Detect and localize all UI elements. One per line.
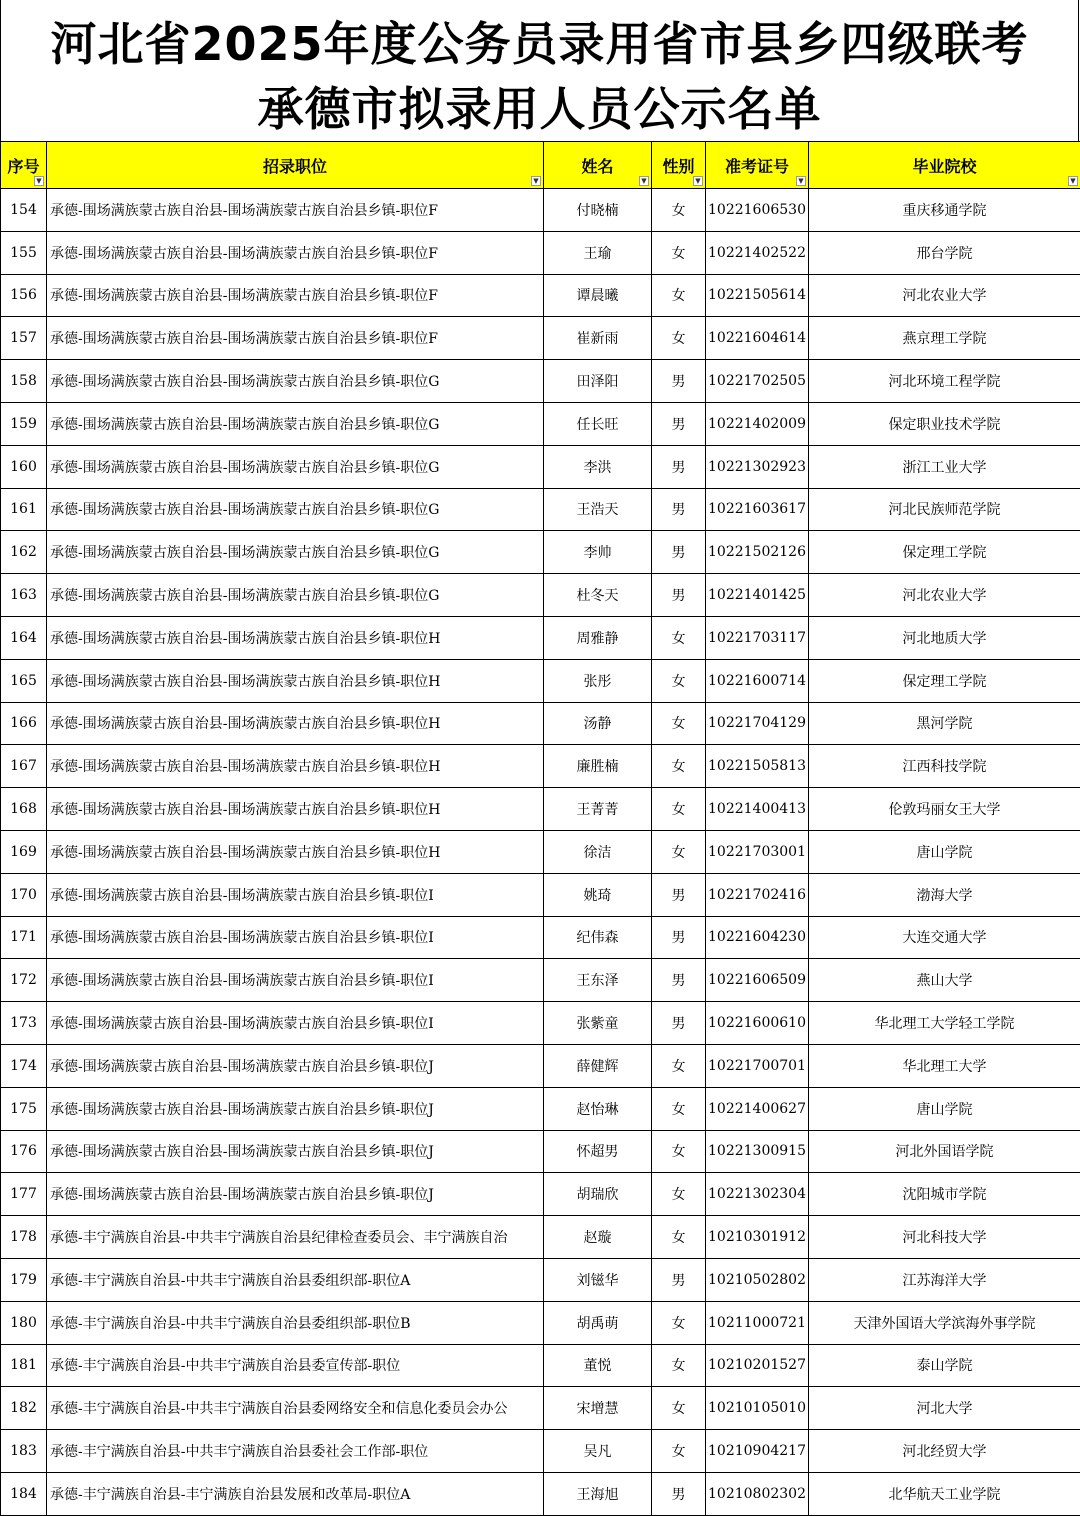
cell-name: 胡瑞欣 [544, 1173, 652, 1216]
dropdown-filter-icon[interactable]: ▼ [639, 176, 649, 186]
cell-exam-id: 10221700701 [706, 1044, 809, 1087]
cell-school: 河北外国语学院 [809, 1130, 1080, 1173]
cell-gender: 女 [652, 702, 706, 745]
cell-exam-id: 10211000721 [706, 1301, 809, 1344]
cell-position: 承德-围场满族蒙古族自治县-围场满族蒙古族自治县乡镇-职位I [47, 959, 544, 1002]
table-row [1, 402, 1080, 445]
cell-exam-id: 10221606509 [706, 959, 809, 1002]
cell-exam-id: 10221703001 [706, 830, 809, 873]
cell-position: 承德-围场满族蒙古族自治县-围场满族蒙古族自治县乡镇-职位J [47, 1087, 544, 1130]
page-title: 河北省2025年度公务员录用省市县乡四级联考 [1, 16, 1078, 72]
cell-seq: 160 [1, 445, 47, 488]
header-seq: 序号 ▼ [1, 142, 47, 189]
cell-gender: 男 [652, 916, 706, 959]
cell-school: 河北科技大学 [809, 1216, 1080, 1259]
cell-position: 承德-围场满族蒙古族自治县-围场满族蒙古族自治县乡镇-职位J [47, 1173, 544, 1216]
cell-name: 任长旺 [544, 402, 652, 445]
cell-exam-id: 10221302923 [706, 445, 809, 488]
cell-gender: 女 [652, 830, 706, 873]
table-row [1, 1216, 1080, 1259]
cell-exam-id: 10221502126 [706, 531, 809, 574]
cell-gender: 女 [652, 1044, 706, 1087]
cell-exam-id: 10210502802 [706, 1258, 809, 1301]
cell-position: 承德-围场满族蒙古族自治县-围场满族蒙古族自治县乡镇-职位G [47, 445, 544, 488]
cell-exam-id: 10221604614 [706, 317, 809, 360]
cell-exam-id: 10221300915 [706, 1130, 809, 1173]
cell-exam-id: 10221604230 [706, 916, 809, 959]
cell-exam-id: 10221600610 [706, 1002, 809, 1045]
cell-gender: 男 [652, 1472, 706, 1515]
cell-school: 大连交通大学 [809, 916, 1080, 959]
table-row [1, 1430, 1080, 1473]
cell-name: 田泽阳 [544, 360, 652, 403]
cell-seq: 178 [1, 1216, 47, 1259]
cell-name: 宋增慧 [544, 1387, 652, 1430]
table-row [1, 616, 1080, 659]
cell-gender: 女 [652, 231, 706, 274]
table-row [1, 1344, 1080, 1387]
cell-name: 汤静 [544, 702, 652, 745]
cell-seq: 156 [1, 274, 47, 317]
table-row [1, 1130, 1080, 1173]
cell-gender: 女 [652, 189, 706, 232]
cell-school: 河北农业大学 [809, 574, 1080, 617]
cell-name: 廉胜楠 [544, 745, 652, 788]
cell-gender: 男 [652, 445, 706, 488]
cell-name: 李洪 [544, 445, 652, 488]
table-row [1, 788, 1080, 831]
cell-exam-id: 10221400627 [706, 1087, 809, 1130]
cell-exam-id: 10210802302 [706, 1472, 809, 1515]
cell-name: 崔新雨 [544, 317, 652, 360]
cell-position: 承德-丰宁满族自治县-中共丰宁满族自治县委组织部-职位B [47, 1301, 544, 1344]
cell-school: 江苏海洋大学 [809, 1258, 1080, 1301]
cell-name: 刘镃华 [544, 1258, 652, 1301]
cell-seq: 163 [1, 574, 47, 617]
cell-seq: 155 [1, 231, 47, 274]
cell-exam-id: 10221600714 [706, 659, 809, 702]
cell-name: 赵怡琳 [544, 1087, 652, 1130]
cell-name: 王海旭 [544, 1472, 652, 1515]
cell-seq: 164 [1, 616, 47, 659]
header-school: 毕业院校 ▼ [809, 142, 1080, 189]
cell-gender: 女 [652, 788, 706, 831]
table-row [1, 1002, 1080, 1045]
table-row [1, 702, 1080, 745]
cell-exam-id: 10210904217 [706, 1430, 809, 1473]
title-block [0, 0, 1079, 141]
cell-name: 杜冬天 [544, 574, 652, 617]
cell-gender: 男 [652, 402, 706, 445]
cell-name: 王瑜 [544, 231, 652, 274]
page-subtitle: 承德市拟录用人员公示名单 [1, 81, 1078, 137]
cell-position: 承德-围场满族蒙古族自治县-围场满族蒙古族自治县乡镇-职位F [47, 231, 544, 274]
cell-name: 姚琦 [544, 873, 652, 916]
cell-seq: 181 [1, 1344, 47, 1387]
cell-seq: 177 [1, 1173, 47, 1216]
cell-position: 承德-围场满族蒙古族自治县-围场满族蒙古族自治县乡镇-职位F [47, 317, 544, 360]
table-row [1, 317, 1080, 360]
cell-gender: 女 [652, 274, 706, 317]
table-row [1, 745, 1080, 788]
table-row [1, 959, 1080, 1002]
cell-name: 李帅 [544, 531, 652, 574]
table-row [1, 189, 1080, 232]
table-row [1, 873, 1080, 916]
cell-seq: 172 [1, 959, 47, 1002]
cell-school: 北华航天工业学院 [809, 1472, 1080, 1515]
cell-seq: 161 [1, 488, 47, 531]
cell-school: 邢台学院 [809, 231, 1080, 274]
cell-position: 承德-围场满族蒙古族自治县-围场满族蒙古族自治县乡镇-职位G [47, 360, 544, 403]
table-row [1, 488, 1080, 531]
table-row [1, 659, 1080, 702]
cell-position: 承德-围场满族蒙古族自治县-围场满族蒙古族自治县乡镇-职位F [47, 274, 544, 317]
cell-name: 付晓楠 [544, 189, 652, 232]
cell-exam-id: 10221702505 [706, 360, 809, 403]
cell-school: 保定理工学院 [809, 659, 1080, 702]
cell-seq: 168 [1, 788, 47, 831]
cell-school: 河北地质大学 [809, 616, 1080, 659]
cell-position: 承德-围场满族蒙古族自治县-围场满族蒙古族自治县乡镇-职位I [47, 1002, 544, 1045]
table-row [1, 1258, 1080, 1301]
cell-name: 谭晨曦 [544, 274, 652, 317]
table-header-row [1, 142, 1080, 189]
cell-exam-id: 10221401425 [706, 574, 809, 617]
cell-exam-id: 10221402522 [706, 231, 809, 274]
table-row [1, 1472, 1080, 1515]
table-row [1, 231, 1080, 274]
cell-exam-id: 10221505813 [706, 745, 809, 788]
cell-exam-id: 10221702416 [706, 873, 809, 916]
table-row [1, 1173, 1080, 1216]
cell-gender: 男 [652, 574, 706, 617]
table-row [1, 916, 1080, 959]
cell-school: 河北环境工程学院 [809, 360, 1080, 403]
cell-name: 周雅静 [544, 616, 652, 659]
cell-exam-id: 10221703117 [706, 616, 809, 659]
cell-name: 董悦 [544, 1344, 652, 1387]
cell-school: 华北理工大学 [809, 1044, 1080, 1087]
cell-seq: 174 [1, 1044, 47, 1087]
cell-name: 胡禹萌 [544, 1301, 652, 1344]
cell-school: 黑河学院 [809, 702, 1080, 745]
dropdown-filter-icon[interactable]: ▼ [693, 176, 703, 186]
cell-name: 吴凡 [544, 1430, 652, 1473]
header-gender: 性别 ▼ [652, 142, 706, 189]
table-row [1, 1301, 1080, 1344]
header-position: 招录职位 ▼ [47, 142, 544, 189]
cell-gender: 女 [652, 1344, 706, 1387]
cell-seq: 182 [1, 1387, 47, 1430]
cell-gender: 女 [652, 1216, 706, 1259]
cell-seq: 158 [1, 360, 47, 403]
cell-seq: 179 [1, 1258, 47, 1301]
cell-school: 重庆移通学院 [809, 189, 1080, 232]
cell-name: 王东泽 [544, 959, 652, 1002]
cell-name: 张紫童 [544, 1002, 652, 1045]
cell-position: 承德-围场满族蒙古族自治县-围场满族蒙古族自治县乡镇-职位H [47, 745, 544, 788]
cell-gender: 女 [652, 317, 706, 360]
cell-seq: 154 [1, 189, 47, 232]
cell-school: 天津外国语大学滨海外事学院 [809, 1301, 1080, 1344]
cell-name: 张彤 [544, 659, 652, 702]
cell-gender: 男 [652, 959, 706, 1002]
cell-position: 承德-围场满族蒙古族自治县-围场满族蒙古族自治县乡镇-职位I [47, 873, 544, 916]
cell-exam-id: 10210201527 [706, 1344, 809, 1387]
cell-position: 承德-围场满族蒙古族自治县-围场满族蒙古族自治县乡镇-职位H [47, 616, 544, 659]
cell-school: 河北经贸大学 [809, 1430, 1080, 1473]
cell-seq: 169 [1, 830, 47, 873]
table-row [1, 574, 1080, 617]
cell-school: 华北理工大学轻工学院 [809, 1002, 1080, 1045]
cell-position: 承德-围场满族蒙古族自治县-围场满族蒙古族自治县乡镇-职位F [47, 189, 544, 232]
cell-gender: 女 [652, 745, 706, 788]
table-row [1, 445, 1080, 488]
table-row [1, 1387, 1080, 1430]
cell-school: 沈阳城市学院 [809, 1173, 1080, 1216]
cell-position: 承德-围场满族蒙古族自治县-围场满族蒙古族自治县乡镇-职位G [47, 402, 544, 445]
cell-exam-id: 10210105010 [706, 1387, 809, 1430]
cell-seq: 159 [1, 402, 47, 445]
cell-seq: 175 [1, 1087, 47, 1130]
cell-gender: 女 [652, 616, 706, 659]
cell-gender: 男 [652, 873, 706, 916]
dropdown-filter-icon[interactable]: ▼ [34, 176, 44, 186]
cell-seq: 170 [1, 873, 47, 916]
cell-school: 江西科技学院 [809, 745, 1080, 788]
cell-seq: 162 [1, 531, 47, 574]
cell-gender: 女 [652, 659, 706, 702]
cell-school: 伦敦玛丽女王大学 [809, 788, 1080, 831]
cell-school: 保定职业技术学院 [809, 402, 1080, 445]
cell-school: 唐山学院 [809, 830, 1080, 873]
cell-position: 承德-围场满族蒙古族自治县-围场满族蒙古族自治县乡镇-职位H [47, 830, 544, 873]
cell-gender: 女 [652, 1173, 706, 1216]
candidate-table [0, 141, 1080, 1516]
cell-name: 怀超男 [544, 1130, 652, 1173]
cell-position: 承德-围场满族蒙古族自治县-围场满族蒙古族自治县乡镇-职位H [47, 659, 544, 702]
cell-school: 浙江工业大学 [809, 445, 1080, 488]
cell-school: 泰山学院 [809, 1344, 1080, 1387]
cell-position: 承德-围场满族蒙古族自治县-围场满族蒙古族自治县乡镇-职位G [47, 488, 544, 531]
cell-position: 承德-丰宁满族自治县-中共丰宁满族自治县委网络安全和信息化委员会办公 [47, 1387, 544, 1430]
header-name: 姓名 ▼ [544, 142, 652, 189]
dropdown-filter-icon[interactable]: ▼ [531, 176, 541, 186]
cell-position: 承德-围场满族蒙古族自治县-围场满族蒙古族自治县乡镇-职位H [47, 788, 544, 831]
cell-seq: 171 [1, 916, 47, 959]
cell-gender: 男 [652, 1002, 706, 1045]
cell-position: 承德-围场满族蒙古族自治县-围场满族蒙古族自治县乡镇-职位J [47, 1130, 544, 1173]
cell-exam-id: 10221704129 [706, 702, 809, 745]
cell-position: 承德-围场满族蒙古族自治县-围场满族蒙古族自治县乡镇-职位J [47, 1044, 544, 1087]
cell-position: 承德-围场满族蒙古族自治县-围场满族蒙古族自治县乡镇-职位G [47, 531, 544, 574]
cell-exam-id: 10221603617 [706, 488, 809, 531]
cell-exam-id: 10221302304 [706, 1173, 809, 1216]
cell-name: 赵璇 [544, 1216, 652, 1259]
cell-seq: 184 [1, 1472, 47, 1515]
cell-exam-id: 10221402009 [706, 402, 809, 445]
dropdown-filter-icon[interactable]: ▼ [796, 176, 806, 186]
cell-exam-id: 10221505614 [706, 274, 809, 317]
table-row [1, 830, 1080, 873]
cell-seq: 173 [1, 1002, 47, 1045]
cell-position: 承德-丰宁满族自治县-中共丰宁满族自治县委社会工作部-职位 [47, 1430, 544, 1473]
cell-position: 承德-丰宁满族自治县-中共丰宁满族自治县委宣传部-职位 [47, 1344, 544, 1387]
cell-gender: 男 [652, 360, 706, 403]
cell-seq: 176 [1, 1130, 47, 1173]
cell-exam-id: 10221400413 [706, 788, 809, 831]
cell-exam-id: 10210301912 [706, 1216, 809, 1259]
table-row [1, 1044, 1080, 1087]
table-row [1, 1087, 1080, 1130]
table-row [1, 531, 1080, 574]
cell-seq: 183 [1, 1430, 47, 1473]
cell-position: 承德-围场满族蒙古族自治县-围场满族蒙古族自治县乡镇-职位H [47, 702, 544, 745]
cell-school: 河北民族师范学院 [809, 488, 1080, 531]
cell-gender: 女 [652, 1301, 706, 1344]
table-row [1, 274, 1080, 317]
header-exam-id: 准考证号 ▼ [706, 142, 809, 189]
cell-gender: 女 [652, 1430, 706, 1473]
cell-name: 薛健辉 [544, 1044, 652, 1087]
cell-gender: 男 [652, 488, 706, 531]
cell-gender: 男 [652, 531, 706, 574]
cell-position: 承德-丰宁满族自治县-中共丰宁满族自治县委组织部-职位A [47, 1258, 544, 1301]
cell-seq: 157 [1, 317, 47, 360]
dropdown-filter-icon[interactable]: ▼ [1068, 176, 1078, 186]
cell-exam-id: 10221606530 [706, 189, 809, 232]
cell-position: 承德-丰宁满族自治县-中共丰宁满族自治县纪律检查委员会、丰宁满族自治 [47, 1216, 544, 1259]
cell-position: 承德-围场满族蒙古族自治县-围场满族蒙古族自治县乡镇-职位G [47, 574, 544, 617]
cell-school: 河北大学 [809, 1387, 1080, 1430]
cell-school: 保定理工学院 [809, 531, 1080, 574]
cell-school: 燕山大学 [809, 959, 1080, 1002]
cell-gender: 女 [652, 1087, 706, 1130]
cell-position: 承德-丰宁满族自治县-丰宁满族自治县发展和改革局-职位A [47, 1472, 544, 1515]
cell-school: 唐山学院 [809, 1087, 1080, 1130]
cell-seq: 167 [1, 745, 47, 788]
cell-position: 承德-围场满族蒙古族自治县-围场满族蒙古族自治县乡镇-职位I [47, 916, 544, 959]
cell-gender: 男 [652, 1258, 706, 1301]
cell-name: 徐洁 [544, 830, 652, 873]
table-row [1, 360, 1080, 403]
cell-seq: 166 [1, 702, 47, 745]
cell-name: 王菁菁 [544, 788, 652, 831]
cell-gender: 女 [652, 1387, 706, 1430]
cell-school: 燕京理工学院 [809, 317, 1080, 360]
cell-school: 渤海大学 [809, 873, 1080, 916]
cell-seq: 165 [1, 659, 47, 702]
cell-seq: 180 [1, 1301, 47, 1344]
cell-gender: 女 [652, 1130, 706, 1173]
cell-name: 纪伟森 [544, 916, 652, 959]
cell-school: 河北农业大学 [809, 274, 1080, 317]
cell-name: 王浩天 [544, 488, 652, 531]
